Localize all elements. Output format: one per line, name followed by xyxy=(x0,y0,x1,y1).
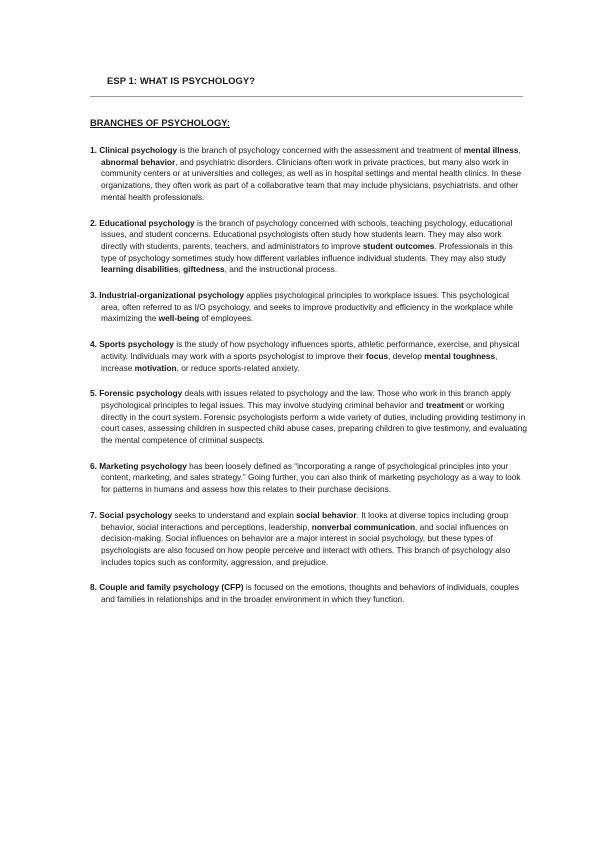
branch-text: . It looks at diverse topics including group behavior, social interactions and perceptions, leadership, xyxy=(101,509,509,532)
branch-term: mental illness xyxy=(463,145,519,155)
branch-item xyxy=(90,388,528,447)
branch-term: Couple and family psychology (CFP) xyxy=(99,582,244,593)
branch-text: or working directly in the court system. Forensic psychologists perform a wide variety of duties, including providing testimony in court cases, assessing children in suspected child abuse cases, preparing children to give testimony, and evaluating the mental competence of criminal suspects. xyxy=(101,399,527,446)
branches-list xyxy=(90,145,528,620)
branch-text: , or reduce sports-related anxiety. xyxy=(176,362,300,373)
branch-text: applies psychological principles to workplace issues. This psychological area, often referred to as I/O psychology, and seeks to improve productivity and efficiency in the workplace while maximizing the xyxy=(101,290,513,324)
branch-text: , increase xyxy=(101,350,498,373)
branch-term: mental toughness xyxy=(424,350,496,361)
section-heading: BRANCHES OF PSYCHOLOGY: xyxy=(90,117,230,128)
branch-number: 3. xyxy=(90,290,97,301)
branch-text: . Professionals in this type of psychology sometimes study how different variables influence individual students. They may also study xyxy=(101,240,513,263)
branch-number: 6. xyxy=(90,460,97,471)
branch-term: focus xyxy=(366,350,389,361)
branch-item xyxy=(90,461,528,496)
branch-term: Forensic psychology xyxy=(99,388,183,399)
document-title: ESP 1: WHAT IS PSYCHOLOGY? xyxy=(107,75,256,86)
branch-number: 5. xyxy=(90,388,97,399)
branch-term: nonverbal communication xyxy=(311,521,416,532)
branch-text: is focused on the emotions, thoughts and behaviors of individuals, couples and families in relationships and in the broader environment in which they function. xyxy=(101,582,519,605)
branch-term: Industrial-organizational psychology xyxy=(99,290,244,301)
branch-text: , and psychiatric disorders. Clinicians often work in private practices, but many also work in community centers or at universities and colleges, as well as in hospital settings and mental health clinics. In these organizations, they often work as part of a collaborative team that may include physicians, psychiatrists, and other mental health professionals. xyxy=(101,156,522,202)
branch-text: has been loosely defined as “incorporating a range of psychological principles into your content, marketing, and sales strategy.” Going further, you can also think of marketing psychology as a way to look for patterns in humans and assess how this relates to their purchase decisions. xyxy=(101,460,521,495)
branch-text: is the branch of psychology concerned with schools, teaching psychology, educational issues, and student concerns. Educational psychologists often study how students learn. They may also work directly with students, parents, teachers, and administrators to improve xyxy=(101,217,513,251)
branch-item xyxy=(90,218,528,277)
branch-item xyxy=(90,339,528,374)
branch-term: Social psychology xyxy=(99,509,173,520)
branch-term: well-being xyxy=(158,313,200,324)
branch-number: 2. xyxy=(90,217,97,228)
branch-text: of employees. xyxy=(199,313,254,324)
branch-item xyxy=(90,290,528,325)
branch-term: student outcomes xyxy=(362,240,435,251)
branch-item xyxy=(90,582,528,605)
branch-text: is the branch of psychology concerned with the assessment and treatment of xyxy=(177,145,464,155)
title-divider xyxy=(90,96,523,97)
branch-item xyxy=(90,145,528,204)
branch-number: 1. xyxy=(90,145,97,155)
branch-term: treatment xyxy=(425,399,464,410)
branch-text: , xyxy=(178,264,184,275)
branch-text: , and social influences on decision-making. Social influences on behavior are a major interest in social psychology, but these types of psychologists are also focused on how people perceive and interact with others. This branch of psychology also includes topics such as conformity, aggression, and prejudice. xyxy=(101,521,511,567)
branch-number: 4. xyxy=(90,339,97,350)
branch-term: abnormal behavior xyxy=(101,156,176,167)
branch-item xyxy=(90,510,528,569)
branch-number: 7. xyxy=(90,509,97,520)
branch-text: deals with issues related to psychology and the law. Those who work in this branch apply psychological principles to legal issues. This may involve studying criminal behavior and xyxy=(101,388,511,410)
branch-term: social behavior xyxy=(296,509,357,520)
branch-text: , develop xyxy=(388,350,425,361)
branch-term: Educational psychology xyxy=(99,217,195,228)
branch-number: 8. xyxy=(90,582,97,593)
branch-term: Clinical psychology xyxy=(99,145,178,155)
branch-term: Sports psychology xyxy=(99,339,174,350)
branch-text: seeks to understand and explain xyxy=(172,509,297,520)
branch-term: Marketing psychology xyxy=(99,460,187,471)
branch-text: , xyxy=(518,145,521,155)
branch-term: giftedness xyxy=(183,264,225,275)
branch-term: learning disabilities xyxy=(101,264,179,275)
branch-text: , and the instructional process. xyxy=(224,264,338,275)
branch-text: is the study of how psychology influences sports, athletic performance, exercise, and physical activity. Individuals may work with a sports psychologist to improve their xyxy=(101,339,520,361)
branch-term: motivation xyxy=(134,362,177,373)
